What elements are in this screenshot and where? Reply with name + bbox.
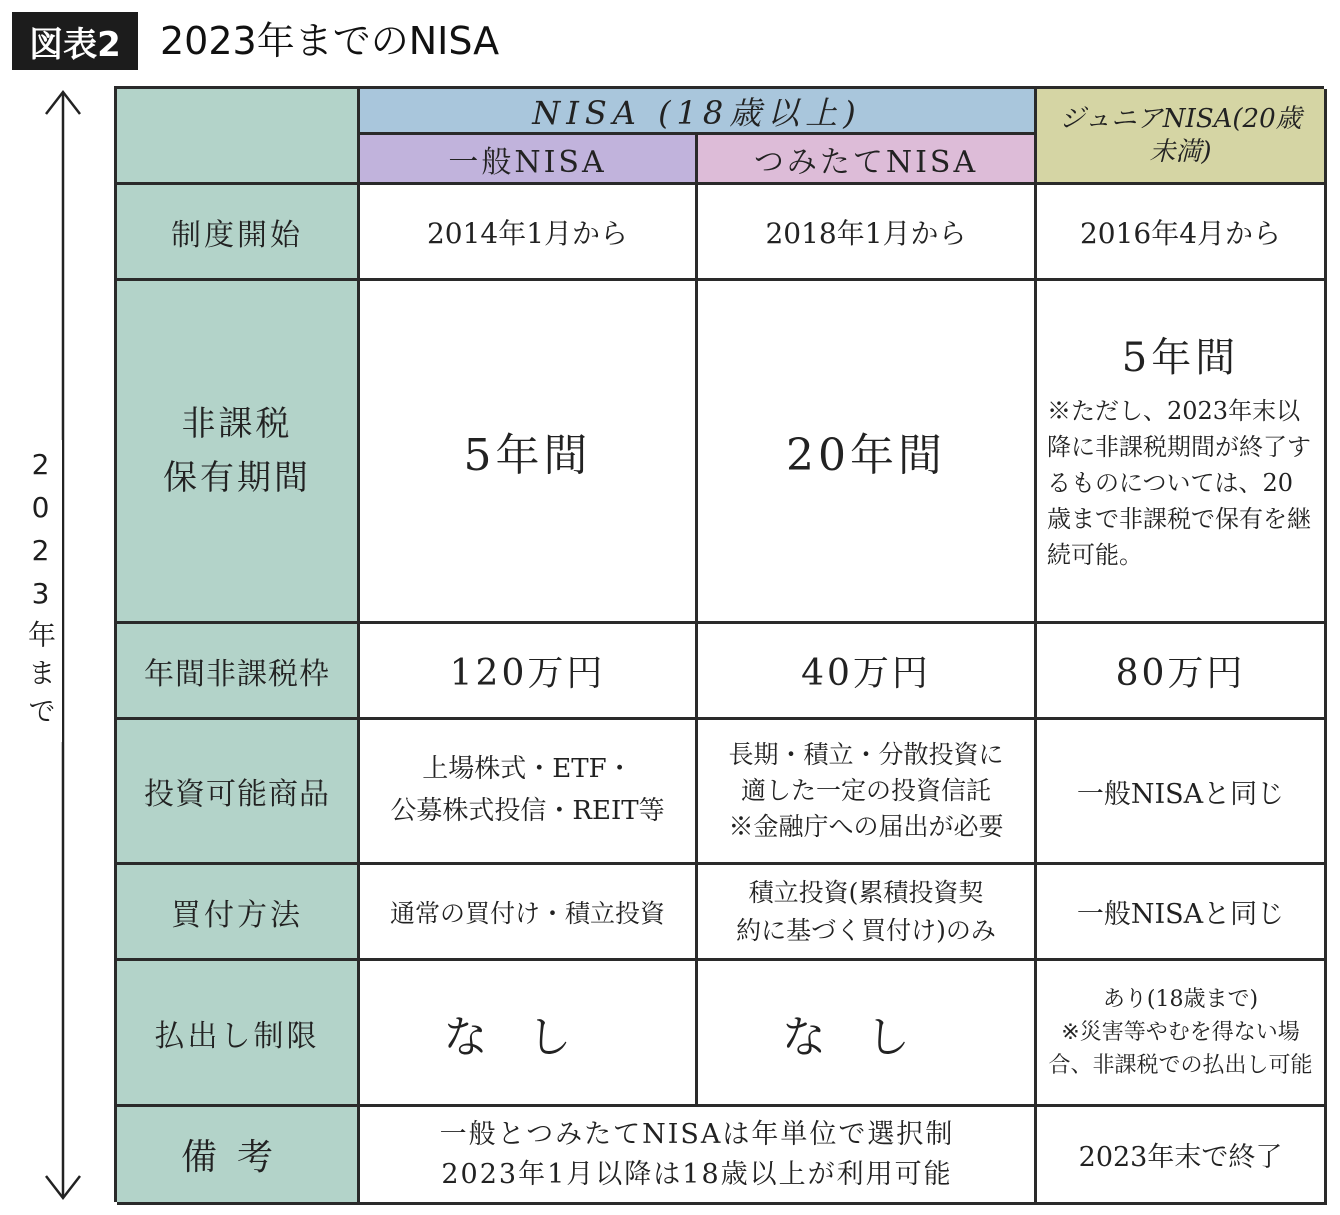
ippan-nisa-header: 一般NISA	[360, 135, 698, 185]
figure-badge: 図表2	[12, 12, 138, 70]
corner-cell	[117, 89, 360, 185]
remarks-nisa: 一般とつみたてNISAは年単位で選択制 2023年1月以降は18歳以上が利用可能	[360, 1107, 1037, 1205]
method-junior: 一般NISAと同じ	[1037, 865, 1327, 961]
withdrawal-tsumitate: なし	[698, 961, 1037, 1107]
row-label-withdrawal: 払出し制限	[117, 961, 360, 1107]
row-label-method: 買付方法	[117, 865, 360, 961]
junior-nisa-header: ジュニアNISA(20歳未満)	[1037, 89, 1327, 185]
remarks-junior: 2023年末で終了	[1037, 1107, 1327, 1205]
limit-tsumitate: 40万円	[698, 624, 1037, 720]
timeline-label: 2023年まで	[18, 440, 62, 742]
nisa-comparison-table	[114, 86, 1324, 1202]
period-ippan: 5年間	[360, 281, 698, 624]
withdrawal-junior: あり(18歳まで) ※災害等やむを得ない場 合、非課税での払出し可能	[1037, 961, 1327, 1107]
products-tsumitate: 長期・積立・分散投資に 適した一定の投資信託 ※金融庁への届出が必要	[698, 720, 1037, 865]
limit-ippan: 120万円	[360, 624, 698, 720]
page-title: 2023年までのNISA	[160, 19, 500, 63]
row-label-products: 投資可能商品	[117, 720, 360, 865]
tsumitate-nisa-header: つみたてNISA	[698, 135, 1037, 185]
row-label-start: 制度開始	[117, 185, 360, 281]
products-junior: 一般NISAと同じ	[1037, 720, 1327, 865]
method-ippan: 通常の買付け・積立投資	[360, 865, 698, 961]
period-junior-lead: 5年間	[1121, 335, 1240, 381]
period-junior-note: ※ただし、2023年末以降に非課税期間が終了するものについては、20歳まで非課税で保有を継続可能。	[1047, 397, 1311, 569]
row-label-period: 非課税 保有期間	[117, 281, 360, 624]
method-tsumitate: 積立投資(累積投資契 約に基づく買付け)のみ	[698, 865, 1037, 961]
withdrawal-ippan: なし	[360, 961, 698, 1107]
nisa-group-header: NISA (18歳以上)	[360, 89, 1037, 135]
row-label-limit: 年間非課税枠	[117, 624, 360, 720]
start-junior: 2016年4月から	[1037, 185, 1327, 281]
limit-junior: 80万円	[1037, 624, 1327, 720]
start-tsumitate: 2018年1月から	[698, 185, 1037, 281]
start-ippan: 2014年1月から	[360, 185, 698, 281]
products-ippan: 上場株式・ETF・ 公募株式投信・REIT等	[360, 720, 698, 865]
period-tsumitate: 20年間	[698, 281, 1037, 624]
period-junior	[1037, 281, 1327, 624]
row-label-remarks: 備考	[117, 1107, 360, 1205]
